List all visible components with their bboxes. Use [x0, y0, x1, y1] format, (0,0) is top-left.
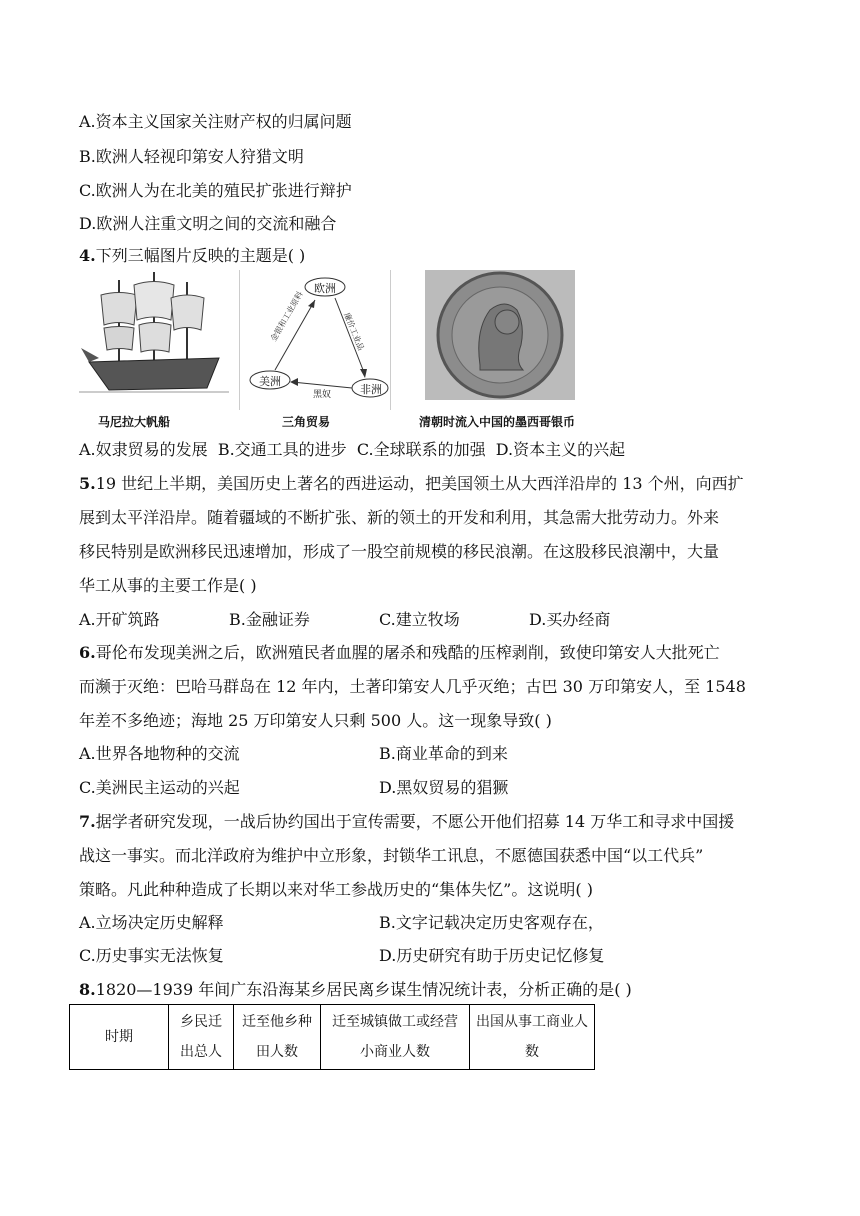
q4-option-a: A.奴隶贸易的发展: [79, 440, 208, 459]
q5-line-1: 5.19 世纪上半期，美国历史上著名的西进运动，把美国领土从大西洋沿岸的 13 个州，向西扩: [79, 474, 744, 493]
table-header-cell: 迁至城镇做工或经营小商业人数: [321, 1005, 470, 1070]
q4-option-c: C.全球联系的加强: [356, 440, 486, 459]
europe-label: 欧洲: [314, 282, 336, 295]
q4-option-b: B.交通工具的进步: [217, 440, 347, 459]
q8-stem: 8.1820—1939 年间广东沿海某乡居民离乡谋生情况统计表，分析正确的是( ): [79, 980, 632, 999]
table-header-cell: 出国从事工商业人数: [470, 1005, 595, 1070]
q3-option-a: A.资本主义国家关注财产权的归属问题: [79, 112, 352, 131]
ship-image: [79, 270, 229, 410]
q5-option-a: A.开矿筑路: [79, 610, 160, 629]
q6-option-b: B.商业革命的到来: [379, 744, 508, 763]
q6-line-1: 6.哥伦布发现美洲之后，欧洲殖民者血腥的屠杀和残酷的压榨剥削，致使印第安人大批死亡: [79, 643, 720, 662]
q4-figures: [79, 270, 599, 435]
q7-line-1: 7.据学者研究发现，一战后协约国出于宣传需要，不愿公开他们招募 14 万华工和寻求中国援: [79, 812, 735, 831]
table-header-cell: 迁至他乡种田人数: [234, 1005, 321, 1070]
q5-option-d: D.买办经商: [529, 610, 611, 629]
table-header-cell: 时期: [70, 1005, 169, 1070]
africa-label: 非洲: [360, 383, 382, 396]
q6-line-2: 而濒于灭绝：巴哈马群岛在 12 年内，土著印第安人几乎灭绝；古巴 30 万印第安人，至 1548: [79, 677, 746, 696]
triangle-trade-diagram: [239, 270, 391, 410]
q3-option-d: D.欧洲人注重文明之间的交流和融合: [79, 214, 337, 233]
coin-image: [425, 270, 575, 400]
q5-option-b: B.金融证券: [229, 610, 310, 629]
q6-option-c: C.美洲民主运动的兴起: [79, 778, 240, 797]
q5-option-c: C.建立牧场: [379, 610, 460, 629]
q6-option-d: D.黑奴贸易的猖獗: [379, 778, 509, 797]
q7-option-c: C.历史事实无法恢复: [79, 946, 224, 965]
q7-line-3: 策略。凡此种种造成了长期以来对华工参战历史的“集体失忆”。这说明( ): [79, 880, 593, 899]
q6-line-3: 年差不多绝迹；海地 25 万印第安人只剩 500 人。这一现象导致( ): [79, 711, 552, 730]
svg-text:廉价工业品: 廉价工业品: [342, 311, 366, 352]
svg-text:金银和工业原料: 金银和工业原料: [268, 290, 305, 343]
q4-options: [79, 440, 625, 460]
q3-option-c: C.欧洲人为在北美的殖民扩张进行辩护: [79, 181, 352, 200]
q7-line-2: 战这一事实。而北洋政府为维护中立形象，封锁华工讯息，不愿德国获悉中国“以工代兵”: [79, 846, 704, 865]
q7-option-a: A.立场决定历史解释: [79, 913, 224, 932]
q3-option-b: B.欧洲人轻视印第安人狩猎文明: [79, 147, 304, 166]
table-header-row: [70, 1005, 595, 1070]
q7-option-d: D.历史研究有助于历史记忆修复: [379, 946, 605, 965]
ship-caption: 马尼拉大帆船: [98, 415, 171, 429]
table-header-cell: 乡民迁出总人: [169, 1005, 234, 1070]
q7-option-b: B.文字记载决定历史客观存在，: [379, 913, 604, 932]
q6-option-a: A.世界各地物种的交流: [79, 744, 240, 763]
slave-arrow-label: 黑奴: [313, 390, 332, 400]
trade-caption: 三角贸易: [282, 415, 331, 429]
q5-line-4: 华工从事的主要工作是( ): [79, 576, 257, 595]
q4-stem: 4.下列三幅图片反映的主题是( ): [79, 246, 306, 265]
america-label: 美洲: [259, 375, 281, 388]
q4-option-d: D.资本主义的兴起: [495, 440, 626, 459]
q8-table: [69, 1004, 595, 1070]
q5-line-3: 移民特别是欧洲移民迅速增加，形成了一股空前规模的移民浪潮。在这股移民浪潮中，大量: [79, 542, 720, 561]
coin-caption: 清朝时流入中国的墨西哥银币: [419, 415, 576, 429]
q5-line-2: 展到太平洋沿岸。随着疆域的不断扩张、新的领土的开发和利用，其急需大批劳动力。外来: [79, 508, 720, 527]
